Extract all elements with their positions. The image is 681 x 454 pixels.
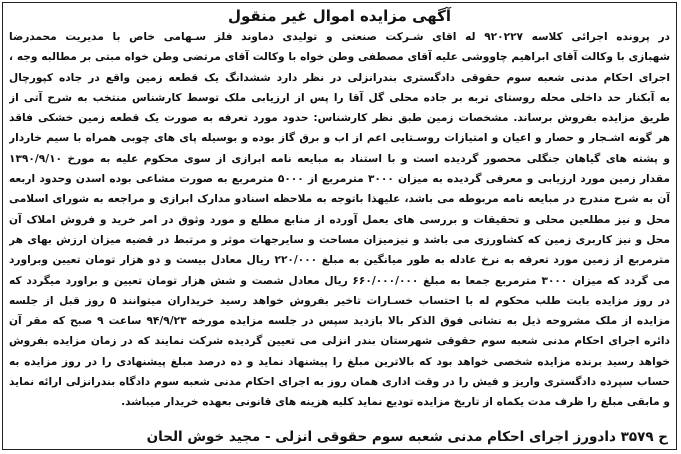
- body-line-last: و مابقی مبلغ را ظرف مدت یکماه از تاریخ مزایده تودیع نماید کلیه هزینه های قانونی بعهده خریدار میباشد.: [121, 396, 670, 409]
- body-line: شهبازی با وکالت آقای ابراهیم چاووشی علیه آقای مصطفی وطن خواه با وکالت آقای مرتضی وطن خواه مبتی بر مطالبه وجه ،: [9, 51, 670, 64]
- body-line: محل و نیز مطلعین محلی و تحقیقات و بررسی های بعمل آورده از منابع مطلع و مورد وثوق در امر خرید و فروش املاک آن: [9, 213, 670, 226]
- body-line: به آبکنار حد داخلی محله روستای تربه بر جاده محلی گل آقا را پس از ارزیابی ملک توسط کارشناس منتخب به شرح آتی از: [9, 91, 670, 104]
- body-line: و پشته های گیاهان جنگلی محصور گردیده است و با استناد به مبایعه نامه ابرازی از سوی محکوم علیه به مورخ ۱۳۹۰/۹/۱۰: [9, 152, 670, 165]
- body-line: هر گونه اشـجار و حصار و اعیان و امتیازات روسـتایی اعم از اب و برق گاز بوده و بوسیله پای های چوبی همراه با سیم خاردار: [9, 132, 670, 145]
- body-line: مزایده از ملک مشروحه ذیل به نشانی فوق الذکر بالا بازدید سپس در جلسه مزایده مورخه ۹۴/۹/۲۳ ساعت ۹ صبح که مقر آن: [9, 315, 670, 328]
- body-line: مقدار زمین مورد ارزیابی و معرفی گردیده به میزان ۳۰۰۰ مترمربع از ۵۰۰۰ مترمربع به صورت مشاعی بوده اسدن وحدود اربعه: [9, 173, 670, 186]
- notice-signature: ح ۳۵۷۹ دادورز اجرای احکام مدنی شعبه سوم حقوقی انزلی - مجید خوش الحان: [146, 429, 668, 445]
- body-line: در پرونده اجرائی کلاسه ۹۲۰۲۲۷ له اقای شـرکت صنعتی و تولیدی دماوند فلز سـهامی خاص با مدیریت محمدرضا: [9, 31, 670, 43]
- body-line: اجرای احکام مدنی شعبه سوم حقوقی دادگستری بندرانزلی در نظر دارد ششدانگ یک قطعه زمین واقع در جاده کپورچال: [9, 71, 670, 84]
- body-line: حساب سپرده دادگستری واریز و فیش را در وقت اداری همان روز به اجرای احکام مدنی شعبه سوم دادگاه بندرانزلی ارائه نماید: [9, 376, 670, 389]
- body-line: می گردد که میزان ۳۰۰۰ مترمربع جمعا به مبلغ ۶۶۰/۰۰۰/۰۰۰ ریال معادل شصت و شش هزار تومان تعیین و براورد میگردد که: [9, 274, 670, 287]
- body-line: دائره اجرای احکام مدنی شعبه سوم حقوقی شهرستان بندر انزلی می تعیین گردیده شرکت نمایند که در زمان مزایده بفروش: [9, 335, 670, 348]
- body-line: مترمربع از زمین مورد تعرفه به نرخ عادله به طور میانگین به مبلغ ۲۲۰/۰۰۰ ریال معادل بیست و دو هزار تومان تعیین وبراورد: [9, 254, 670, 267]
- notice-frame: [2, 2, 677, 450]
- notice-body: [9, 27, 670, 413]
- body-line: آن به شرح مندرج در مبایعه نامه مربوطه می باشد، علیهذا باتوجه به ملاحظه اسنادو مدارک ابرازی و مراجعه به شورای اسلامی: [9, 193, 670, 206]
- body-line: در روز مزایده بابت طلب محکوم له با احتساب خسـارات تاخیر بفروش خواهد رسید خریداران میتوانند ۵ روز قبل از جلسه: [9, 294, 670, 307]
- body-line: محل و نیز کاربری زمین که کشاورزی می باشد و نیزمیزان مساحت و سایرجهات موثر و مرتبط در قضیه میزان ارزش بهای هر: [9, 233, 670, 246]
- notice-title: آگهی مزایده اموال غیر منقول: [227, 7, 452, 25]
- body-line: خواهد رسید برنده مزایده شخصی خواهد بود که بالاترین مبلغ را پیشنهاد نماید و ده درصد مبلغ پیشنهادی را در روز مزایده به: [9, 355, 670, 368]
- body-line: طریق مزایده بفروش برساند. مشخصات زمین طبق نظر کارشناس: حدود مورد تعرفه به صورت یک قطعه زمین خشکی فاقد: [9, 112, 670, 125]
